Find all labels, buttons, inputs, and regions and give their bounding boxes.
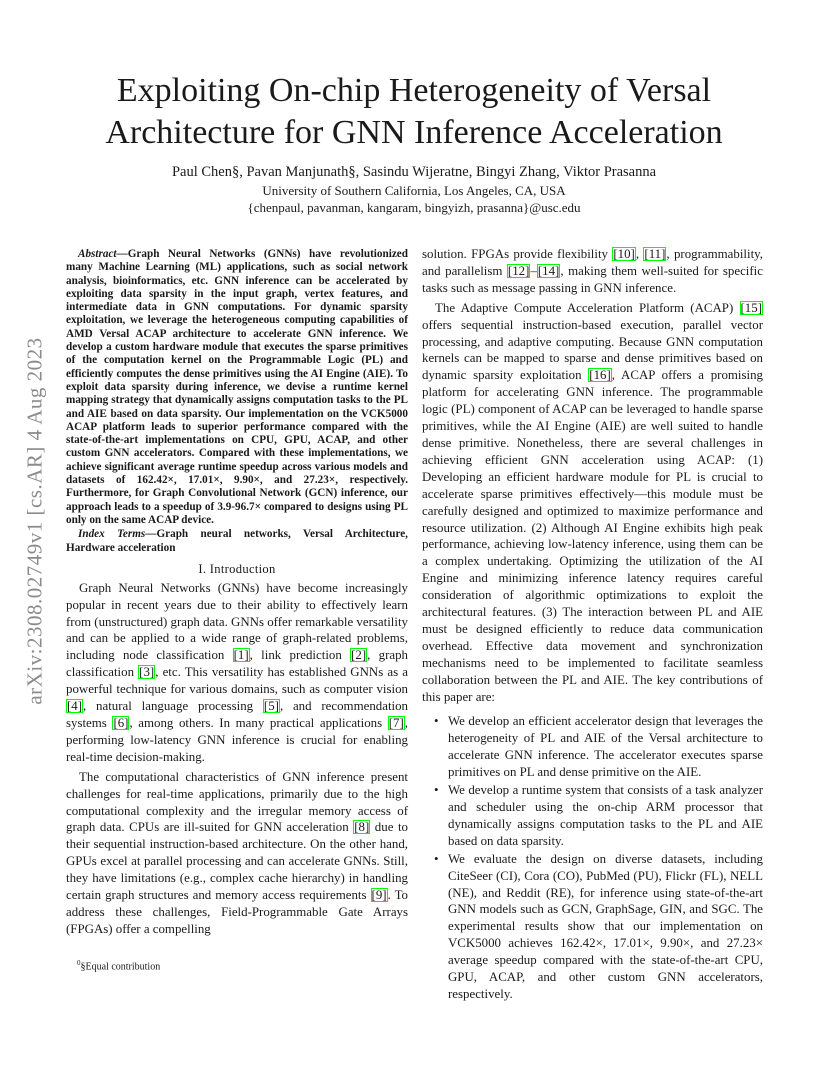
- citation-link-12[interactable]: [12]: [507, 263, 530, 278]
- footnote-text: §Equal contribution: [80, 961, 161, 973]
- affiliation: University of Southern California, Los Angeles, CA, USA: [262, 183, 566, 198]
- citation-link-16[interactable]: [16]: [589, 368, 611, 383]
- index-terms: [66, 528, 408, 555]
- intro-p1-text-c: , graph classification: [66, 648, 408, 680]
- right-p0-text-b: ,: [635, 247, 644, 261]
- citation-link-9[interactable]: [9]: [371, 888, 387, 903]
- intro-p1-text-e: , natural language processing: [83, 699, 263, 714]
- citation-link-11[interactable]: [11]: [644, 247, 666, 261]
- intro-p1-text-a: Graph Neural Networks (GNNs) have become increasingly popular in recent years due to their ability to effectively learn from (unstructured) graph data. GNNs offer remarkable versatility and can be applied to a wide range of graph-related problems, including node classification: [66, 580, 408, 663]
- title-line-1: Exploiting On-chip Heterogeneity of Versal: [116, 72, 712, 109]
- citation-link-3[interactable]: [3]: [139, 665, 155, 680]
- list-item: [422, 713, 763, 781]
- list-item: [422, 851, 763, 1003]
- right-p1-text-b: offers sequential instruction-based execution, parallel vector processing, and adaptive computing. Because GNN computation kernels can be mapped to sparse and dense primitives based on dynamic sparsity exploitation: [422, 317, 763, 383]
- intro-paragraph-2: [66, 769, 408, 938]
- citation-link-1[interactable]: [1]: [233, 648, 249, 663]
- author-emails[interactable]: {chenpaul, pavanman, kangaram, bingyizh, prasanna}@usc.edu: [247, 200, 581, 215]
- right-paragraph-1: [422, 300, 763, 706]
- right-p1-text-c: , ACAP offers a promising platform for accelerating GNN inference. The programmable logic (PL) component of ACAP can be leveraged to handle sparse primitives, while the AI Engine (AIE) are well suited to handle dense primitive. Nonetheless, there are several challenges in achieving efficient GNN acceleration using ACAP: (1) Developing an efficient hardware module for PL is crucial to accelerate sparse primitives effectively—this module must be carefully designed and optimized to maximize performance and resource utilization. (2) Although AI Engine exhibits high peak performance, achieving low-latency inference, using them can be a complex undertaking. Optimizing the utilization of the AI Engine and minimizing inference latency requires careful consideration of algorithmic optimizations to exploit the architectural features. (3) The interaction between PL and AIE must be designed efficiently to reduce data communication overhead. Effective data movement and synchronization mechanisms need to be implemented to facilitate seamless collaboration between the PL and AIE. The key contributions of this paper are:: [422, 368, 763, 704]
- index-terms-label: Index Terms: [78, 528, 146, 541]
- citation-link-2[interactable]: [2]: [351, 648, 367, 663]
- contribution-1: We develop an efficient accelerator design that leverages the heterogeneity of PL and AIE of the Versal architecture to accelerate GNN inference. The accelerator executes sparse primitives on PL and dense primitive on the AIE.: [448, 714, 763, 780]
- right-p0-text-e: , making them well-suited for specific tasks such as message passing in GNN inference.: [422, 263, 763, 295]
- right-paragraph-0: [422, 246, 763, 297]
- citation-link-14[interactable]: [14]: [537, 263, 560, 278]
- citation-link-8[interactable]: [8]: [354, 820, 370, 835]
- bullet-icon: •: [434, 851, 439, 866]
- abstract: [66, 248, 408, 527]
- author-list: Paul Chen§, Pavan Manjunath§, Sasindu Wijeratne, Bingyi Zhang, Viktor Prasanna: [171, 164, 657, 180]
- citation-link-7[interactable]: [7]: [388, 715, 404, 730]
- citation-link-4[interactable]: [4]: [67, 699, 83, 714]
- contribution-3: We evaluate the design on diverse datasets, including CiteSeer (CI), Cora (CO), PubMed (PU), Flickr (FL), NELL (NE), and Reddit (RE), for inference using state-of-the-art GNN models such as GCN, GraphSage, GIN, and SGC. The experimental results show that our implementation on VCK5000 achieves 162.42×, 17.01×, 9.90×, and 27.23× average speedup compared with the state-of-the-art CPU, GPU, ACAP, and other custom GNN accelerators, respectively.: [448, 851, 763, 1001]
- intro-p1-text-f: , and recommendation systems: [66, 699, 408, 730]
- citation-link-6[interactable]: [6]: [113, 715, 129, 730]
- intro-p1-text-g: , among others. In many practical applications: [129, 715, 388, 730]
- intro-p2-text-b: due to their sequential instruction-based architecture. On the other hand, GPUs excel at parallel processing and can accelerate GNNs. Still, they have limitations (e.g., complex cache hierarchy) in handling certain graph structures and memory access requirements: [66, 820, 408, 903]
- right-p1-text-a: The Adaptive Compute Acceleration Platform (ACAP): [435, 300, 740, 315]
- section-heading-introduction: I. Introduction: [198, 561, 276, 576]
- intro-p1-text-h: , performing low-latency GNN inference is crucial for enabling real-time decision-making.: [66, 715, 408, 764]
- bullet-icon: •: [434, 714, 439, 729]
- right-column: [422, 246, 763, 1004]
- left-column: [66, 248, 408, 941]
- contribution-2: We develop a runtime system that consists of a task analyzer and scheduler using the on-chip ARM processor that dynamically assigns computation tasks to the PL and AIE based on data sparsity.: [448, 783, 763, 848]
- right-p0-text-d: –: [530, 263, 537, 278]
- citation-link-15[interactable]: [15]: [740, 300, 762, 315]
- intro-paragraph-1: [66, 580, 408, 766]
- citation-link-10[interactable]: [10]: [613, 247, 635, 261]
- title-line-2: Architecture for GNN Inference Acceleration: [105, 114, 723, 151]
- list-item: [422, 782, 763, 850]
- arxiv-identifier[interactable]: arXiv:2308.02749v1 [cs.AR] 4 Aug 2023: [22, 337, 47, 705]
- contribution-list: [422, 713, 763, 1002]
- footnote-mark: 0: [77, 959, 81, 967]
- paper-title: [60, 70, 768, 154]
- index-terms-text: —Graph neural networks, Versal Architecture, Hardware acceleration: [66, 528, 408, 554]
- abstract-text: —Graph Neural Networks (GNNs) have revolutionized many Machine Learning (ML) applications, such as social network analysis, bioinformatics, etc. GNN inference can be accelerated by exploiting data sparsity in the input graph, vertex features, and intermediate data in GNN computations. For dynamic sparsity exploitation, we leverage the heterogeneous computing capabilities of AMD Versal ACAP architecture to accelerate GNN inference. We develop a custom hardware module that executes the sparse primitives of the computation kernel on the Programmable Logic (PL) and efficiently computes the dense primitives using the AI Engine (AIE). To exploit data sparsity during inference, we devise a runtime kernel mapping strategy that dynamically assigns computation tasks to the PL and AIE based on data sparsity. Our implementation on the VCK5000 ACAP platform leads to superior performance compared with the state-of-the-art implementations on CPU, GPU, ACAP, and other custom GNN accelerators. Compared with these implementations, we achieve significant average runtime speedup across various models and datasets of 162.42×, 17.01×, 9.90×, and 27.23×, respectively. Furthermore, for Graph Convolutional Network (GCN) inference, our approach leads to a speedup of 3.9-96.7× compared to designs using PL only on the same ACAP device.: [66, 248, 408, 526]
- abstract-label: Abstract: [78, 248, 117, 260]
- right-p0-text-a: solution. FPGAs provide flexibility: [422, 247, 613, 261]
- intro-p2-text-a: The computational characteristics of GNN inference present challenges for real-time applications, primarily due to the high computational complexity and the irregular memory access of graph data. CPUs are ill-suited for GNN acceleration: [66, 769, 408, 835]
- intro-p2-text-c: . To address these challenges, Field-Programmable Gate Arrays (FPGAs) offer a compelling: [66, 888, 409, 936]
- intro-p1-text-d: , etc. This versatility has established GNNs as a powerful technique for various domains, such as computer vision: [66, 665, 408, 697]
- citation-link-5[interactable]: [5]: [263, 699, 279, 714]
- arxiv-sidebar-stamp: [18, 286, 52, 756]
- bullet-icon: •: [434, 783, 439, 798]
- right-p0-text-c: , programmability, and parallelism: [422, 247, 763, 278]
- intro-p1-text-b: , link prediction: [249, 648, 351, 663]
- footnote: [77, 959, 160, 972]
